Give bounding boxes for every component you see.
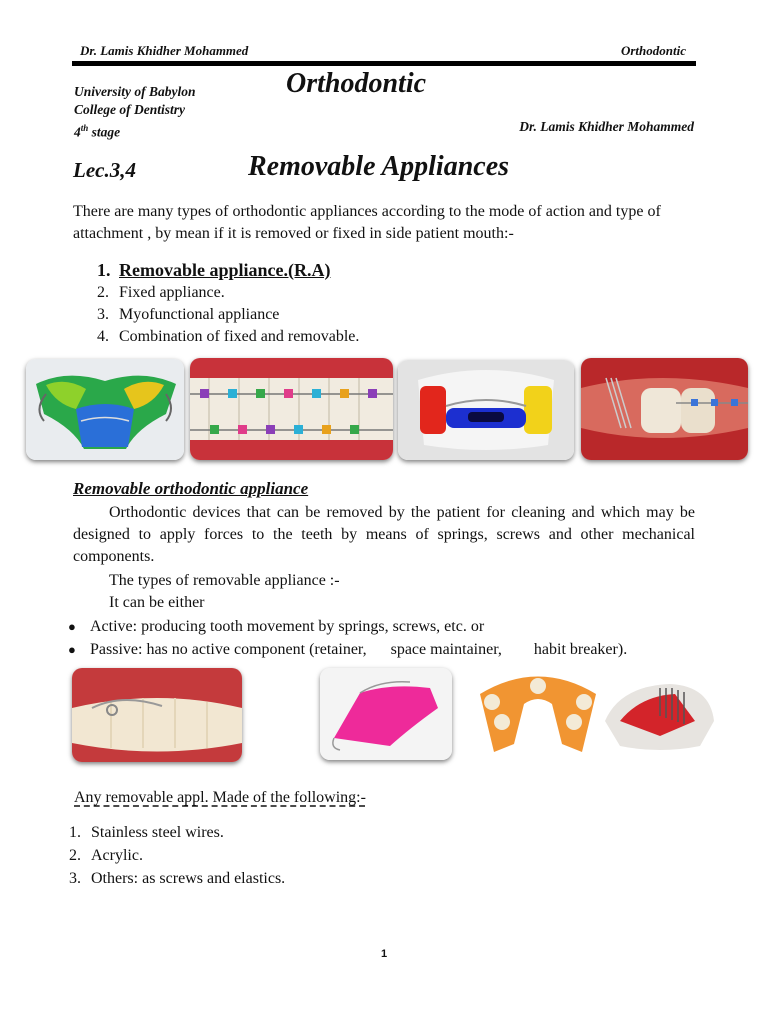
list-item: 3. Myofunctional appliance (97, 306, 280, 323)
either-line: It can be either (109, 594, 205, 611)
list-item: 2. Fixed appliance. (97, 284, 225, 301)
bullet-passive: ● Passive: has no active component (retainer, space maintainer, habit breaker). (68, 639, 627, 661)
section-title: Removable orthodontic appliance (73, 479, 309, 498)
combination-appliance-photo (581, 358, 748, 460)
list-item: 2. Acrylic. (69, 847, 143, 864)
retainer-mouth-photo (72, 668, 242, 762)
lecture-number: Lec.3,4 (73, 158, 136, 182)
author-name: Dr. Lamis Khidher Mohammed (519, 119, 694, 134)
removable-plate-photo (26, 359, 184, 460)
list-item: 3. Others: as screws and elastics. (69, 870, 286, 887)
orange-space-maintainer-photo (472, 664, 604, 758)
university-name: University of Babylon (74, 84, 196, 99)
materials-intro: Any removable appl. Made of the following:- (74, 789, 366, 806)
habit-breaker-photo (600, 676, 718, 756)
bullet-icon: ● (68, 642, 76, 657)
intro-paragraph: There are many types of orthodontic appliances according to the mode of action and type of attachment , by mean if it is removed or fixed in side patient mouth:- (73, 203, 661, 242)
subject-title: Orthodontic (286, 68, 427, 99)
lecture-title: Removable Appliances (248, 151, 510, 182)
stage-label: 4th stage (74, 123, 121, 140)
header-author: Dr. Lamis Khidher Mohammed (80, 43, 249, 58)
institution-block (74, 83, 196, 142)
section-paragraph: Orthodontic devices that can be removed by the patient for cleaning and which may be designed to apply forces to the teeth by means of springs, screws and other mechanical components. (73, 504, 695, 565)
bullet-icon: ● (68, 619, 76, 634)
page-number: 1 (380, 948, 388, 960)
list-item: 4. Combination of fixed and removable. (97, 328, 360, 345)
types-line: The types of removable appliance :- (109, 572, 340, 589)
bullet-active: ● Active: producing tooth movement by springs, screws, etc. or (68, 616, 484, 638)
college-name: College of Dentistry (74, 102, 185, 117)
list-item: 1. Stainless steel wires. (69, 824, 224, 841)
fixed-braces-photo (190, 358, 393, 460)
list-item: 1. Removable appliance.(R.A) (97, 260, 331, 280)
pink-retainer-photo (320, 668, 452, 760)
myofunctional-appliance-photo (398, 360, 574, 460)
header-rule (72, 61, 696, 66)
header-subject: Orthodontic (620, 43, 686, 58)
appliance-types-list (75, 258, 359, 348)
